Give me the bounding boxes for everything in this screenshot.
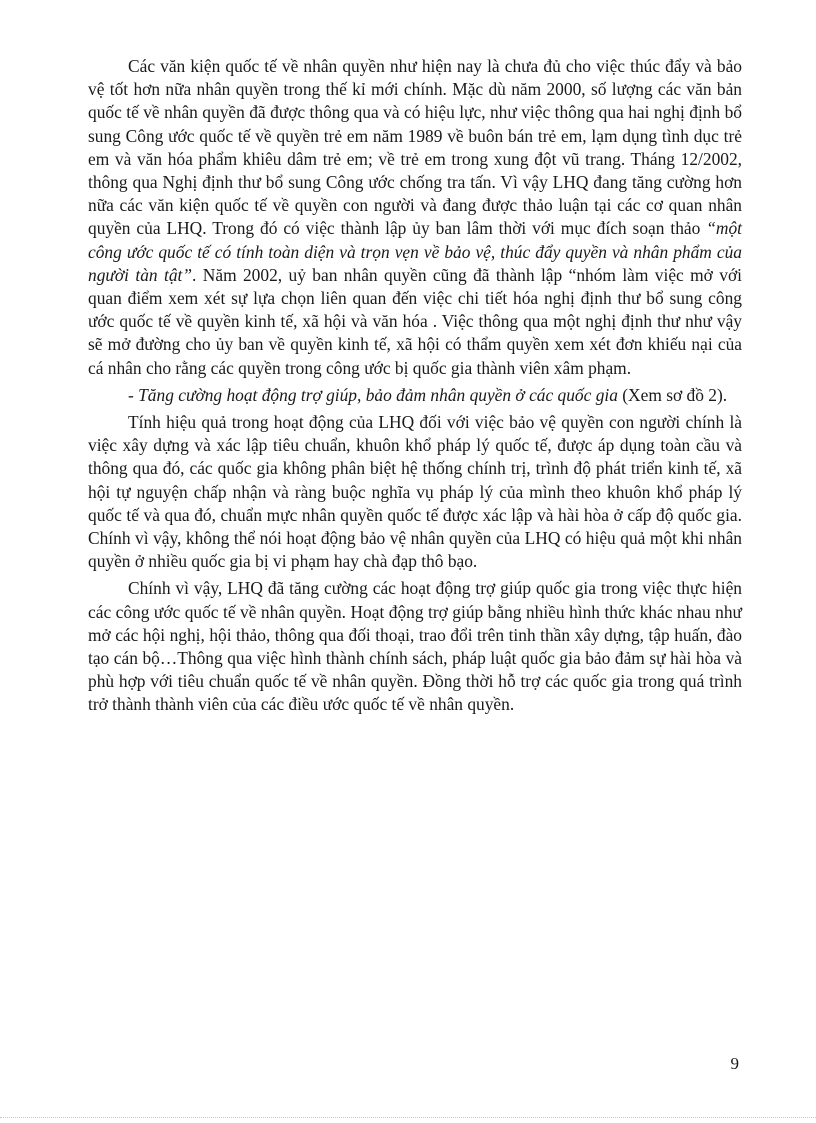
paragraph-text: Các văn kiện quốc tế về nhân quyền như hiện nay là chưa đủ cho việc thúc đẩy và bảo vệ tốt hơn nữa nhân quyền trong thế kỉ mới chính. Mặc dù năm 2000, số lượng các văn bản quốc tế về nhân quyền đã được thông qua và có hiệu lực, như việc thông qua hai nghị định bổ sung Công ước quốc tế về quyền trẻ em năm 1989 về buôn bán trẻ em, lạm dụng tình dục trẻ em và văn hóa phẩm khiêu dâm trẻ em; về trẻ em trong xung đột vũ trang. Tháng 12/2002, thông qua Nghị định thư bổ sung Công ước chống tra tấn. Vì vậy LHQ đang tăng cường hơn nữa các văn kiện quốc tế về quyền con người và đang được thảo luận tại các cơ quan nhân quyền của LHQ. Trong đó có việc thành lập ủy ban lâm thời với mục đích soạn thảo: [88, 56, 742, 239]
document-body: [88, 55, 742, 721]
paragraph-text: Tính hiệu quả trong hoạt động của LHQ đối với việc bảo vệ quyền con người chính là việc xây dựng và xác lập tiêu chuẩn, khuôn khổ pháp lý quốc tế, được áp dụng toàn cầu và thông qua đó, các quốc gia không phân biệt hệ thống chính trị, trình độ phát triển kinh tế, xã hội tự nguyện chấp nhận và ràng buộc nghĩa vụ pháp lý của mình theo khuôn khổ pháp lý quốc tế và qua đó, chuẩn mực nhân quyền quốc tế được xác lập và hài hòa ở cấp độ quốc gia. Chính vì vậy, không thể nói hoạt động bảo vệ nhân quyền của LHQ có hiệu quả một khi nhân quyền ở nhiều quốc gia bị vi phạm hay chà đạp thô bạo.: [88, 412, 742, 572]
paragraph-assistance-activities: [88, 577, 742, 716]
paragraph-text: Chính vì vậy, LHQ đã tăng cường các hoạt động trợ giúp quốc gia trong việc thực hiện các công ước quốc tế về nhân quyền. Hoạt động trợ giúp bằng nhiều hình thức khác nhau như mở các hội nghị, hội thảo, thông qua đối thoại, trao đổi trên tinh thần xây dựng, tập huấn, đào tạo cán bộ…Thông qua việc hình thành chính sách, pháp luật quốc gia bảo đảm sự hài hòa và phù hợp với tiêu chuẩn quốc tế về nhân quyền. Đồng thời hỗ trợ các quốc gia trong quá trình trở thành thành viên của các điều ước quốc tế về nhân quyền.: [88, 578, 742, 715]
page-number: 9: [730, 1054, 739, 1073]
page-bottom-divider: [0, 1117, 816, 1118]
quoted-convention-title: “một công ước quốc tế có tính toàn diện và trọn vẹn về bảo vệ, thúc đẩy quyền và nhân phẩm của người tàn tật”: [88, 218, 742, 285]
bullet-heading: - Tăng cường hoạt động trợ giúp, bảo đảm nhân quyền ở các quốc gia: [128, 384, 618, 405]
paragraph-bullet-assistance: [88, 384, 742, 407]
paragraph-intl-instruments: [88, 55, 742, 380]
paragraph-text-continued: . Năm 2002, uỷ ban nhân quyền cũng đã thành lập “nhóm làm việc mở với quan điểm xem xét sự lựa chọn liên quan đến việc chi tiết hóa nghị định thư bổ sung công ước quốc tế về quyền kinh tế, xã hội và văn hóa . Việc thông qua một nghị định thư như vậy sẽ mở đường cho ủy ban về quyền kinh tế, xã hội có thẩm quyền xem xét đơn khiếu nại của cá nhân cho rằng các quyền trong công ước bị quốc gia thành viên xâm phạm.: [88, 264, 742, 378]
paragraph-effectiveness: [88, 411, 742, 573]
bullet-reference: (Xem sơ đồ 2).: [617, 384, 728, 405]
